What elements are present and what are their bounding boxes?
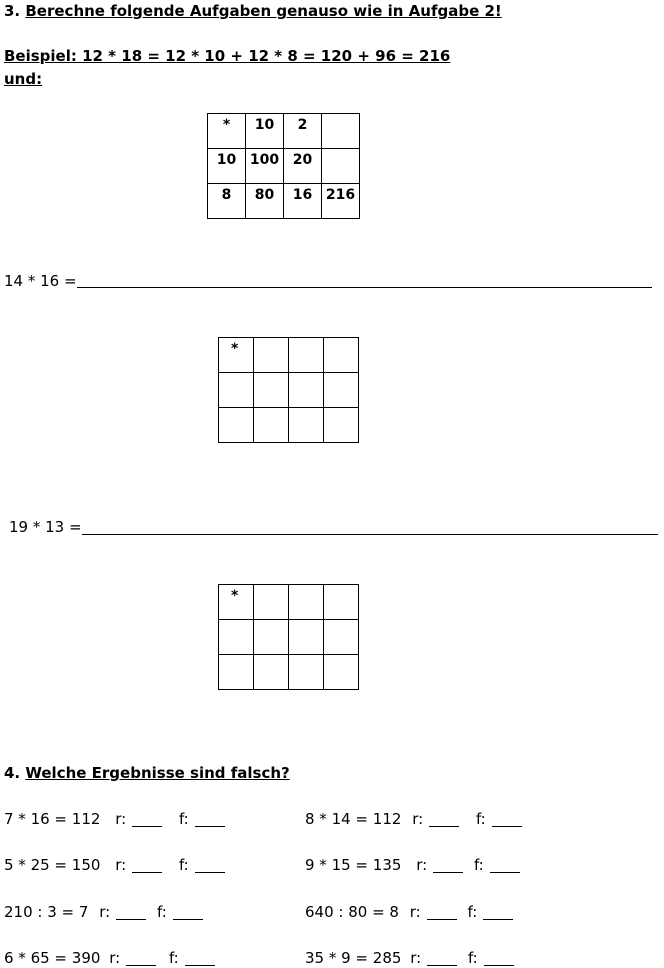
f-answer-blank[interactable] [173,905,203,920]
f-label: f: [156,903,167,921]
task3-title: Berechne folgende Aufgaben genauso wie in Aufgabe 2! [25,2,502,20]
equation: 7 * 16 = 112 [4,810,101,828]
table-row [219,408,359,443]
f-label: f: [178,856,189,874]
table-cell [322,149,360,184]
f-label: f: [178,810,189,828]
f-answer-blank[interactable] [490,858,520,873]
table-cell[interactable] [324,373,359,408]
f-answer-blank[interactable] [492,812,522,827]
r-label: r: [412,810,424,828]
table-cell: 8 [208,184,246,219]
equation: 35 * 9 = 285 [305,949,402,967]
problem-2-answer-line[interactable] [82,534,658,535]
list-item [305,810,522,828]
r-label: r: [416,856,428,874]
table-cell: * [208,114,246,149]
list-item [4,810,225,828]
table-cell[interactable] [254,338,289,373]
table-row [208,184,360,219]
table-cell[interactable] [324,408,359,443]
table-cell[interactable] [254,408,289,443]
problem-1-grid[interactable] [218,337,359,443]
task4-number: 4. [4,764,21,782]
r-answer-blank[interactable] [126,951,156,966]
example-line-1: Beispiel: 12 * 18 = 12 * 10 + 12 * 8 = 120 + 96 = 216 [4,47,451,65]
table-cell: 10 [246,114,284,149]
table-cell[interactable]: * [219,585,254,620]
table-cell[interactable] [289,338,324,373]
list-item [305,949,514,967]
equation: 8 * 14 = 112 [305,810,402,828]
table-cell[interactable] [254,620,289,655]
table-cell[interactable] [289,620,324,655]
table-cell[interactable] [289,373,324,408]
table-cell[interactable] [219,373,254,408]
table-cell: 216 [322,184,360,219]
f-answer-blank[interactable] [195,812,225,827]
r-answer-blank[interactable] [429,812,459,827]
table-cell[interactable] [289,408,324,443]
task4-heading [4,764,290,782]
table-cell[interactable] [289,585,324,620]
table-row [219,373,359,408]
example-table [207,113,360,219]
equation: 210 : 3 = 7 [4,903,89,921]
r-label: r: [99,903,111,921]
table-cell: 10 [208,149,246,184]
table-cell[interactable] [254,373,289,408]
table-cell[interactable] [324,585,359,620]
r-answer-blank[interactable] [132,812,162,827]
table-cell: 16 [284,184,322,219]
task3-number: 3. [4,2,21,20]
f-label: f: [475,810,486,828]
table-cell: 100 [246,149,284,184]
table-cell[interactable] [324,620,359,655]
f-label: f: [467,949,478,967]
example-line-2: und: [4,70,43,88]
list-item [305,903,513,921]
f-answer-blank[interactable] [195,858,225,873]
f-answer-blank[interactable] [185,951,215,966]
r-answer-blank[interactable] [427,951,457,966]
equation: 5 * 25 = 150 [4,856,101,874]
equation: 640 : 80 = 8 [305,903,399,921]
table-cell [322,114,360,149]
table-cell[interactable] [254,585,289,620]
list-item [4,903,203,921]
r-answer-blank[interactable] [116,905,146,920]
table-cell[interactable] [289,655,324,690]
list-item [305,856,520,874]
table-cell[interactable] [219,408,254,443]
table-cell[interactable]: * [219,338,254,373]
task3-heading [4,2,502,20]
table-row [219,620,359,655]
table-cell[interactable] [254,655,289,690]
r-label: r: [410,949,422,967]
table-cell[interactable] [324,655,359,690]
f-label: f: [168,949,179,967]
table-row [219,338,359,373]
table-row [208,114,360,149]
r-label: r: [409,903,421,921]
problem-2-grid[interactable] [218,584,359,690]
table-row [219,655,359,690]
r-answer-blank[interactable] [433,858,463,873]
f-label: f: [467,903,478,921]
r-label: r: [115,856,127,874]
table-row [208,149,360,184]
table-cell: 2 [284,114,322,149]
equation: 9 * 15 = 135 [305,856,402,874]
r-answer-blank[interactable] [132,858,162,873]
table-row [219,585,359,620]
problem-1-label: 14 * 16 = [4,272,77,290]
task4-title: Welche Ergebnisse sind falsch? [25,764,290,782]
f-answer-blank[interactable] [484,951,514,966]
equation: 6 * 65 = 390 [4,949,101,967]
table-cell[interactable] [324,338,359,373]
f-label: f: [473,856,484,874]
table-cell[interactable] [219,655,254,690]
problem-1-answer-line[interactable] [77,287,652,288]
r-label: r: [109,949,121,967]
table-cell: 20 [284,149,322,184]
list-item [4,856,225,874]
problem-2-label: 19 * 13 = [9,518,82,536]
list-item [4,949,215,967]
table-cell[interactable] [219,620,254,655]
r-label: r: [115,810,127,828]
r-answer-blank[interactable] [427,905,457,920]
table-cell: 80 [246,184,284,219]
f-answer-blank[interactable] [483,905,513,920]
